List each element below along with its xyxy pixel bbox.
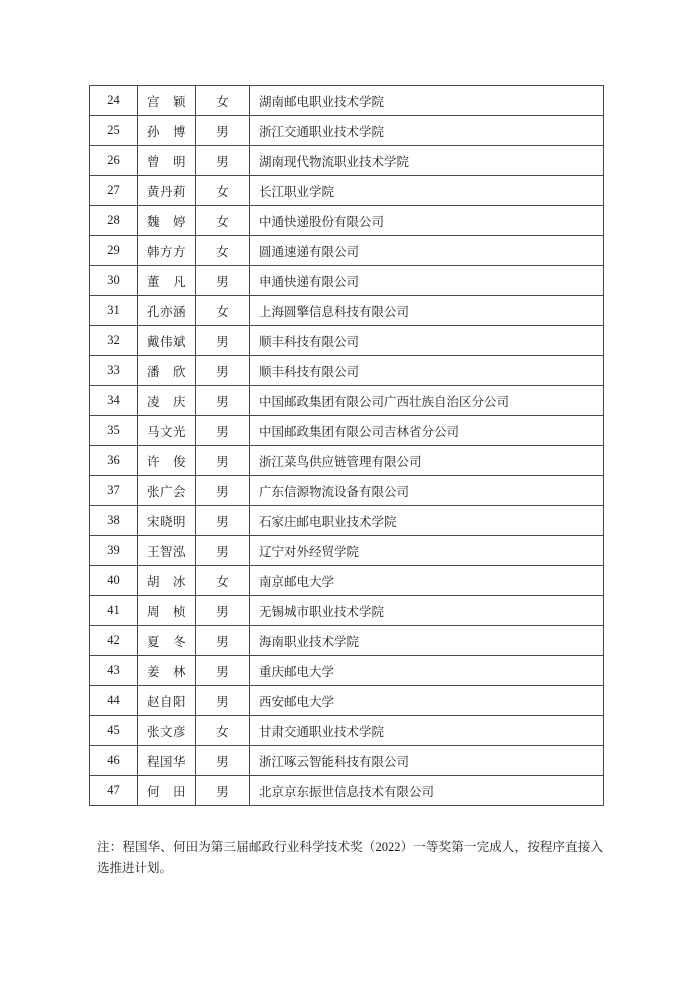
cell-number: 42 [90, 626, 138, 656]
cell-gender: 女 [196, 176, 250, 206]
cell-number: 43 [90, 656, 138, 686]
cell-gender: 女 [196, 206, 250, 236]
table-row [90, 656, 604, 686]
cell-name: 胡 冰 [138, 566, 196, 596]
table-row [90, 176, 604, 206]
cell-number: 34 [90, 386, 138, 416]
table-row [90, 746, 604, 776]
cell-name: 夏 冬 [138, 626, 196, 656]
cell-name: 宫 颖 [138, 86, 196, 116]
cell-organization: 上海圆擎信息科技有限公司 [250, 296, 604, 326]
table-row [90, 326, 604, 356]
table-row [90, 776, 604, 806]
table-row [90, 86, 604, 116]
table-row [90, 566, 604, 596]
cell-number: 36 [90, 446, 138, 476]
cell-number: 27 [90, 176, 138, 206]
cell-gender: 女 [196, 716, 250, 746]
cell-gender: 男 [196, 686, 250, 716]
table-row [90, 686, 604, 716]
table-row [90, 236, 604, 266]
cell-number: 45 [90, 716, 138, 746]
cell-organization: 无锡城市职业技术学院 [250, 596, 604, 626]
footnote: 注：程国华、何田为第三届邮政行业科学技术奖（2022）一等奖第一完成人，按程序直接入选推进计划。 [97, 840, 603, 875]
cell-gender: 男 [196, 446, 250, 476]
cell-organization: 顺丰科技有限公司 [250, 326, 604, 356]
table-row [90, 206, 604, 236]
cell-number: 26 [90, 146, 138, 176]
cell-organization: 海南职业技术学院 [250, 626, 604, 656]
cell-gender: 男 [196, 116, 250, 146]
cell-name: 孙 博 [138, 116, 196, 146]
cell-organization: 浙江菜鸟供应链管理有限公司 [250, 446, 604, 476]
cell-organization: 西安邮电大学 [250, 686, 604, 716]
table-row [90, 386, 604, 416]
cell-name: 王智泓 [138, 536, 196, 566]
cell-gender: 男 [196, 536, 250, 566]
cell-organization: 浙江交通职业技术学院 [250, 116, 604, 146]
cell-organization: 浙江啄云智能科技有限公司 [250, 746, 604, 776]
cell-gender: 女 [196, 296, 250, 326]
roster-table [89, 85, 604, 806]
cell-name: 凌 庆 [138, 386, 196, 416]
cell-name: 潘 欣 [138, 356, 196, 386]
cell-number: 30 [90, 266, 138, 296]
table-row [90, 506, 604, 536]
cell-name: 黄丹莉 [138, 176, 196, 206]
cell-organization: 广东信源物流设备有限公司 [250, 476, 604, 506]
cell-number: 46 [90, 746, 138, 776]
table-row [90, 446, 604, 476]
roster-table-body [90, 86, 604, 806]
cell-number: 24 [90, 86, 138, 116]
cell-number: 39 [90, 536, 138, 566]
table-row [90, 596, 604, 626]
cell-organization: 石家庄邮电职业技术学院 [250, 506, 604, 536]
cell-gender: 男 [196, 506, 250, 536]
cell-organization: 重庆邮电大学 [250, 656, 604, 686]
cell-number: 28 [90, 206, 138, 236]
cell-name: 董 凡 [138, 266, 196, 296]
cell-gender: 男 [196, 326, 250, 356]
cell-name: 周 桢 [138, 596, 196, 626]
cell-name: 马文光 [138, 416, 196, 446]
table-row [90, 416, 604, 446]
cell-name: 姜 林 [138, 656, 196, 686]
cell-number: 40 [90, 566, 138, 596]
cell-number: 31 [90, 296, 138, 326]
table-row [90, 536, 604, 566]
table-row [90, 626, 604, 656]
cell-organization: 湖南现代物流职业技术学院 [250, 146, 604, 176]
cell-gender: 女 [196, 236, 250, 266]
cell-gender: 男 [196, 416, 250, 446]
cell-gender: 女 [196, 566, 250, 596]
cell-name: 张广会 [138, 476, 196, 506]
cell-number: 47 [90, 776, 138, 806]
cell-gender: 男 [196, 776, 250, 806]
cell-number: 35 [90, 416, 138, 446]
cell-name: 孔亦涵 [138, 296, 196, 326]
cell-organization: 南京邮电大学 [250, 566, 604, 596]
cell-organization: 中通快递股份有限公司 [250, 206, 604, 236]
cell-name: 韩方方 [138, 236, 196, 266]
cell-gender: 男 [196, 386, 250, 416]
cell-organization: 中国邮政集团有限公司吉林省分公司 [250, 416, 604, 446]
cell-name: 张文彦 [138, 716, 196, 746]
cell-number: 38 [90, 506, 138, 536]
cell-name: 程国华 [138, 746, 196, 776]
cell-organization: 申通快递有限公司 [250, 266, 604, 296]
table-row [90, 356, 604, 386]
cell-name: 宋晓明 [138, 506, 196, 536]
cell-name: 曾 明 [138, 146, 196, 176]
cell-gender: 男 [196, 266, 250, 296]
cell-organization: 中国邮政集团有限公司广西壮族自治区分公司 [250, 386, 604, 416]
table-row [90, 116, 604, 146]
table-row [90, 146, 604, 176]
cell-gender: 男 [196, 746, 250, 776]
cell-gender: 男 [196, 596, 250, 626]
cell-number: 37 [90, 476, 138, 506]
cell-organization: 辽宁对外经贸学院 [250, 536, 604, 566]
table-row [90, 716, 604, 746]
cell-organization: 甘肃交通职业技术学院 [250, 716, 604, 746]
cell-name: 戴伟斌 [138, 326, 196, 356]
cell-number: 32 [90, 326, 138, 356]
cell-name: 魏 婷 [138, 206, 196, 236]
cell-name: 何 田 [138, 776, 196, 806]
cell-organization: 北京京东振世信息技术有限公司 [250, 776, 604, 806]
cell-gender: 男 [196, 146, 250, 176]
table-row [90, 476, 604, 506]
cell-name: 赵自阳 [138, 686, 196, 716]
cell-number: 33 [90, 356, 138, 386]
cell-number: 41 [90, 596, 138, 626]
table-row [90, 266, 604, 296]
cell-name: 许 俊 [138, 446, 196, 476]
cell-gender: 男 [196, 356, 250, 386]
cell-organization: 顺丰科技有限公司 [250, 356, 604, 386]
cell-number: 29 [90, 236, 138, 266]
cell-gender: 男 [196, 656, 250, 686]
cell-organization: 长江职业学院 [250, 176, 604, 206]
cell-gender: 女 [196, 86, 250, 116]
cell-gender: 男 [196, 476, 250, 506]
cell-organization: 湖南邮电职业技术学院 [250, 86, 604, 116]
cell-number: 44 [90, 686, 138, 716]
cell-organization: 圆通速递有限公司 [250, 236, 604, 266]
cell-number: 25 [90, 116, 138, 146]
cell-gender: 男 [196, 626, 250, 656]
table-row [90, 296, 604, 326]
